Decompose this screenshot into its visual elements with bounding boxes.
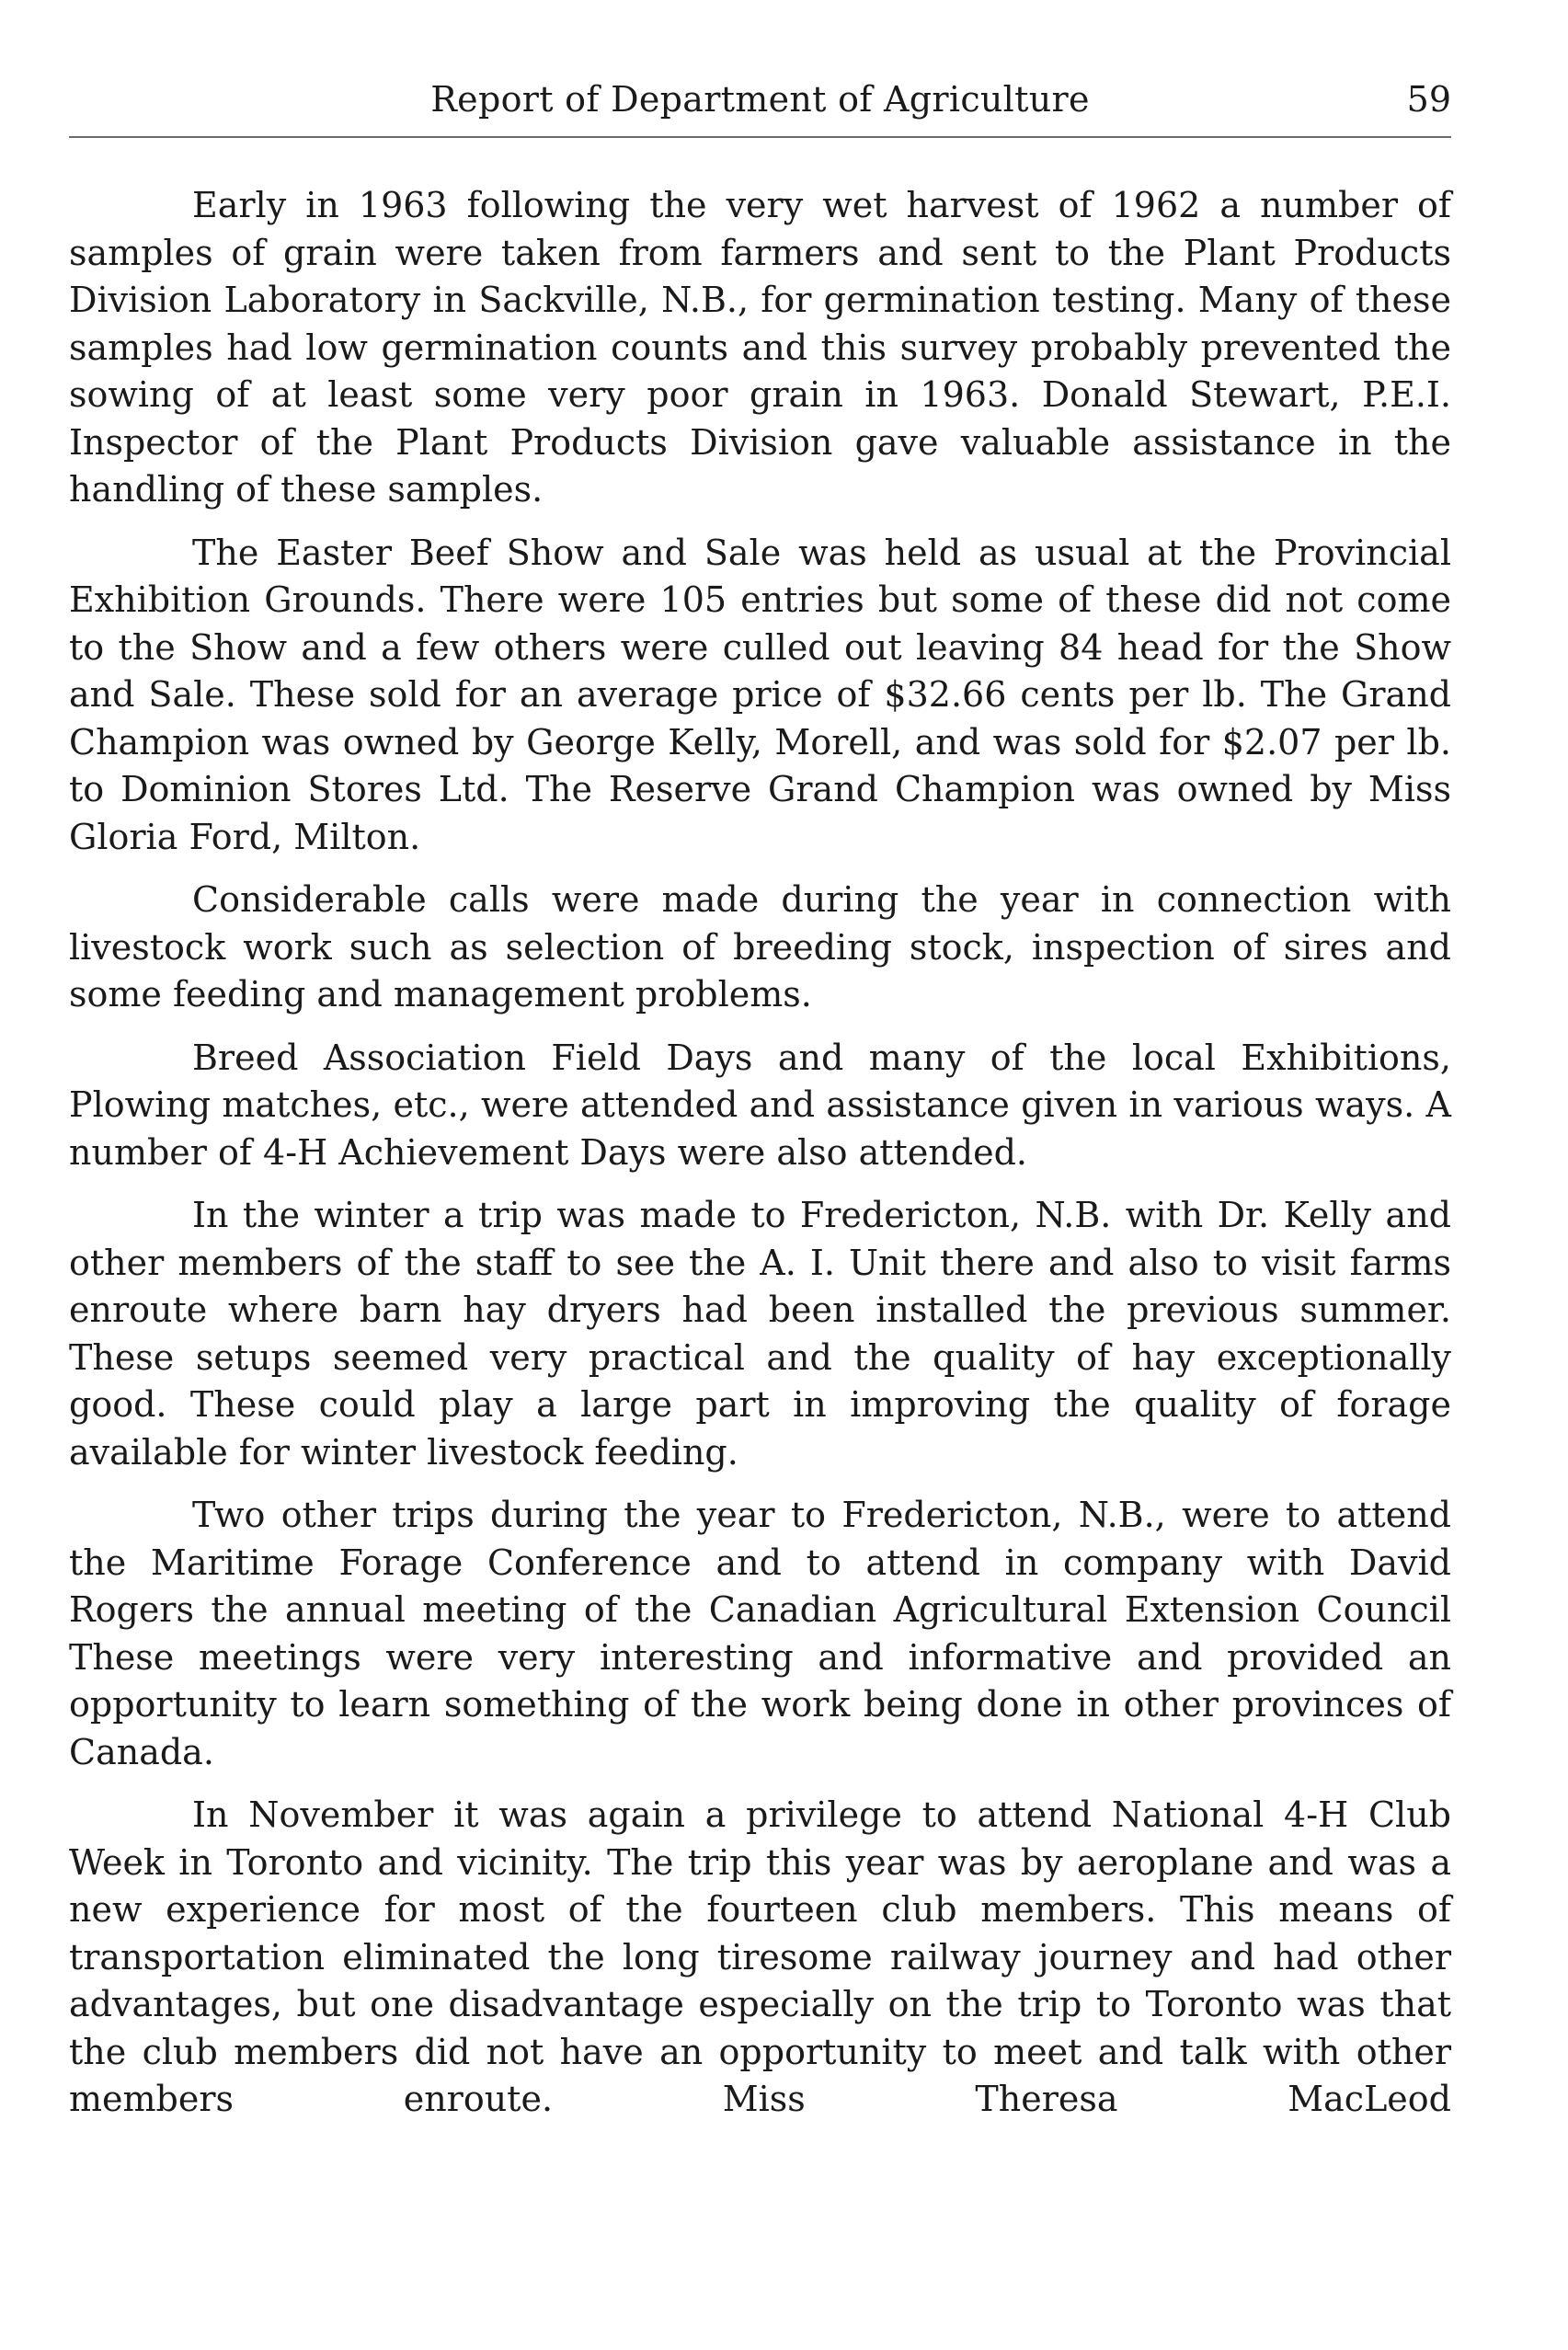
paragraph-easter-beef-show: The Easter Beef Show and Sale was held as usual at the Provincial Exhibition Grounds. There were 105 entries but some of these did not come to the Show and a few others were culled out leaving 84 head for the Show and Sale. These sold for an average price of $32.66 cents per lb. The Grand Champion was owned by George Kelly, Morell, and was sold for $2.07 per lb. to Dominion Stores Ltd. The Reserve Grand Champion was owned by Miss Gloria Ford, Milton. — [69, 532, 1451, 857]
running-title: Report of Department of Agriculture — [430, 79, 1090, 120]
page-number: 59 — [1406, 79, 1451, 120]
running-header — [69, 74, 1451, 129]
paragraph-fredericton-trip: In the winter a trip was made to Fredericton, N.B. with Dr. Kelly and other members of the staff to see the A. I. Unit there and also to visit farms enroute where barn hay dryers had been installed the previous summer. These setups seemed very practical and the quality of hay exceptionally good. These could play a large part in improving the quality of forage available for winter livestock feeding. — [69, 1195, 1451, 1473]
header-rule — [69, 136, 1451, 138]
paragraph-field-days: Breed Association Field Days and many of the local Exhibitions, Plowing matches, etc., were attended and assistance given in various ways. A number of 4-H Achievement Days were also attended. — [69, 1037, 1451, 1173]
body-text — [69, 182, 1451, 2139]
paragraph-club-week: In November it was again a privilege to attend National 4-H Club Week in Toronto and vicinity. The trip this year was by aeroplane and was a new experience for most of the fourteen club members. This means of transportation eliminated the long tiresome railway journey and had other advantages, but one disadvantage especially on the trip to Toronto was that the club members did not have an opportunity to meet and talk with other members enroute. Miss Theresa MacLeod — [69, 1794, 1451, 2119]
paragraph-grain-germination: Early in 1963 following the very wet harvest of 1962 a number of samples of grain were taken from farmers and sent to the Plant Products Division Laboratory in Sackville, N.B., for germination testing. Many of these samples had low germination counts and this survey probably prevented the sowing of at least some very poor grain in 1963. Donald Stewart, P.E.I. Inspector of the Plant Products Division gave valuable assistance in the handling of these samples. — [69, 185, 1451, 510]
paragraph-forage-conference: Two other trips during the year to Fredericton, N.B., were to attend the Maritime Forage Conference and to attend in company with David Rogers the annual meeting of the Canadian Agricultural Extension Council These meetings were very interesting and informative and provided an opportunity to learn something of the work being done in other provinces of Canada. — [69, 1495, 1451, 1772]
paragraph-livestock-calls: Considerable calls were made during the year in connection with livestock work such as selection of breeding stock, inspection of sires and some feeding and management problems. — [69, 879, 1451, 1015]
